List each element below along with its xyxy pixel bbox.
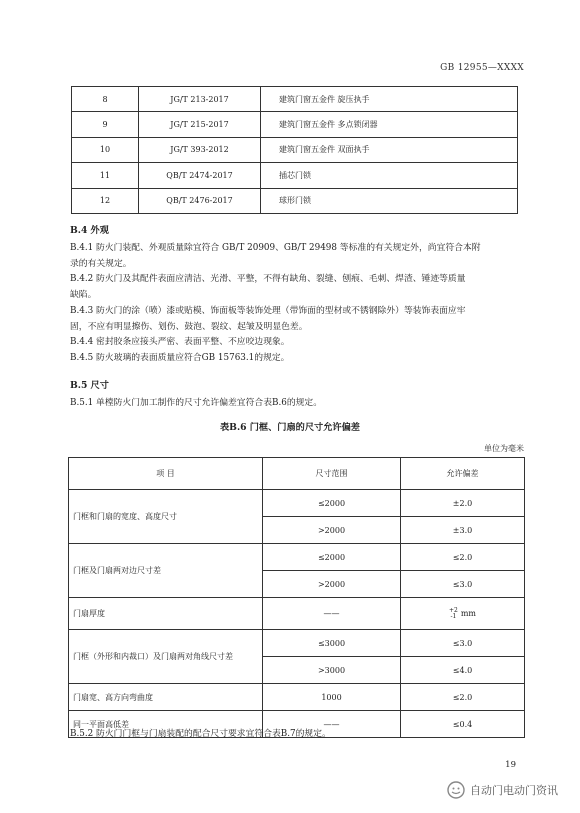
tolerance-fraction [449, 608, 458, 620]
range-cell: >2000 [263, 517, 401, 544]
row-number: 8 [72, 87, 139, 112]
tolerance-cell [401, 598, 525, 630]
section-heading-b5: B.5 尺寸 [70, 380, 109, 391]
table-row [72, 188, 518, 213]
tolerance-lower: -1 [450, 612, 457, 620]
paragraph-b51: B.5.1 单樘防火门加工制作的尺寸允许偏差宜符合表B.6的规定。 [70, 398, 323, 408]
item-cell: 门框及门扇两对边尺寸差 [69, 544, 263, 598]
standard-title-cell: 建筑门窗五金件 双面执手 [261, 137, 518, 162]
header-range: 尺寸范围 [263, 458, 401, 490]
range-cell: >3000 [263, 657, 401, 684]
range-cell: —— [263, 598, 401, 630]
paragraph-b43-line1: B.4.3 防火门的涂（喷）漆或贴模、饰面板等装饰处理（带饰面的型材或不锈钢除外）等装饰表面应牢 [70, 305, 466, 316]
paragraph-b42-line1: B.4.2 防火门及其配件表面应清洁、光滑、平整，不得有缺角、裂缝、刨痕、毛刺、焊渣、锤迹等质量 [70, 274, 466, 285]
tolerance-cell: ≤3.0 [401, 630, 525, 657]
header-tolerance: 允许偏差 [401, 458, 525, 490]
wechat-official-account-icon [447, 781, 465, 799]
tolerance-upper: +2 [448, 606, 458, 614]
table-caption: 表B.6 门框、门扇的尺寸允许偏差 [220, 422, 360, 433]
tolerance-cell: ≤3.0 [401, 571, 525, 598]
paragraph-b45: B.4.5 防火玻璃的表面质量应符合GB 15763.1的规定。 [70, 352, 290, 363]
tolerance-table [68, 457, 525, 738]
paragraph-b52: B.5.2 防火门门框与门扇装配的配合尺寸要求宜符合表B.7的规定。 [70, 729, 331, 739]
range-cell: ≤2000 [263, 490, 401, 517]
item-cell: 同一平面高低差 [69, 711, 263, 738]
table-row [72, 87, 518, 112]
paragraph-b44: B.4.4 密封胶条应接头严密、表面平整、不应咬边现象。 [70, 337, 290, 348]
standard-code-cell: JG/T 393-2012 [139, 137, 261, 162]
standard-title-cell: 建筑门窗五金件 多点锁闭器 [261, 112, 518, 137]
table-row [72, 112, 518, 137]
standard-title-cell: 插芯门锁 [261, 163, 518, 188]
row-number: 11 [72, 163, 139, 188]
standard-code-cell: JG/T 215-2017 [139, 112, 261, 137]
table-row [69, 684, 525, 711]
unit-note: 单位为毫米 [484, 444, 524, 453]
paragraph-b41-line2: 录的有关规定。 [70, 258, 132, 269]
section-b4-body [70, 241, 525, 367]
header-item: 项 目 [69, 458, 263, 490]
tolerance-cell: ±3.0 [401, 517, 525, 544]
tolerance-cell: ≤2.0 [401, 684, 525, 711]
standards-table [71, 86, 518, 214]
standard-title-cell: 建筑门窗五金件 旋压执手 [261, 87, 518, 112]
range-cell: ≤3000 [263, 630, 401, 657]
row-number: 10 [72, 137, 139, 162]
tolerance-cell: ≤2.0 [401, 544, 525, 571]
standard-code-cell: JG/T 213-2017 [139, 87, 261, 112]
tolerance-unit: mm [460, 608, 477, 618]
range-cell: —— [263, 711, 401, 738]
row-number: 12 [72, 188, 139, 213]
tolerance-cell: ≤4.0 [401, 657, 525, 684]
table-header-row [69, 458, 525, 490]
table-row [69, 490, 525, 517]
tolerance-cell: ±2.0 [401, 490, 525, 517]
item-cell: 门框（外形和内裁口）及门扇两对角线尺寸差 [69, 630, 263, 684]
table-row [69, 544, 525, 571]
item-cell: 门扇宽、高方向弯曲度 [69, 684, 263, 711]
watermark-text: 自动门电动门资讯 [470, 784, 558, 797]
table-row [72, 137, 518, 162]
page-number: 19 [505, 760, 516, 770]
watermark [447, 781, 558, 799]
item-cell: 门框和门扇的宽度、高度尺寸 [69, 490, 263, 544]
standard-title-cell: 球形门锁 [261, 188, 518, 213]
tolerance-cell: ≤0.4 [401, 711, 525, 738]
standard-code-cell: QB/T 2476-2017 [139, 188, 261, 213]
range-cell: >2000 [263, 571, 401, 598]
table-row [69, 630, 525, 657]
table-row [72, 163, 518, 188]
section-heading-b4: B.4 外观 [70, 225, 109, 236]
standard-code-cell: QB/T 2474-2017 [139, 163, 261, 188]
paragraph-b41-line1: B.4.1 防火门装配、外观质量除宜符合 GB/T 20909、GB/T 29498 等标准的有关规定外，尚宜符合本附 [70, 243, 481, 253]
range-cell: 1000 [263, 684, 401, 711]
range-cell: ≤2000 [263, 544, 401, 571]
table-row [69, 598, 525, 630]
item-cell: 门扇厚度 [69, 598, 263, 630]
standard-code: GB 12955—XXXX [440, 63, 524, 73]
row-number: 9 [72, 112, 139, 137]
paragraph-b42-line2: 缺陷。 [70, 290, 97, 301]
paragraph-b43-line2: 固，不应有明显擦伤、划伤、鼓泡、裂纹、起皱及明显色差。 [70, 321, 308, 332]
